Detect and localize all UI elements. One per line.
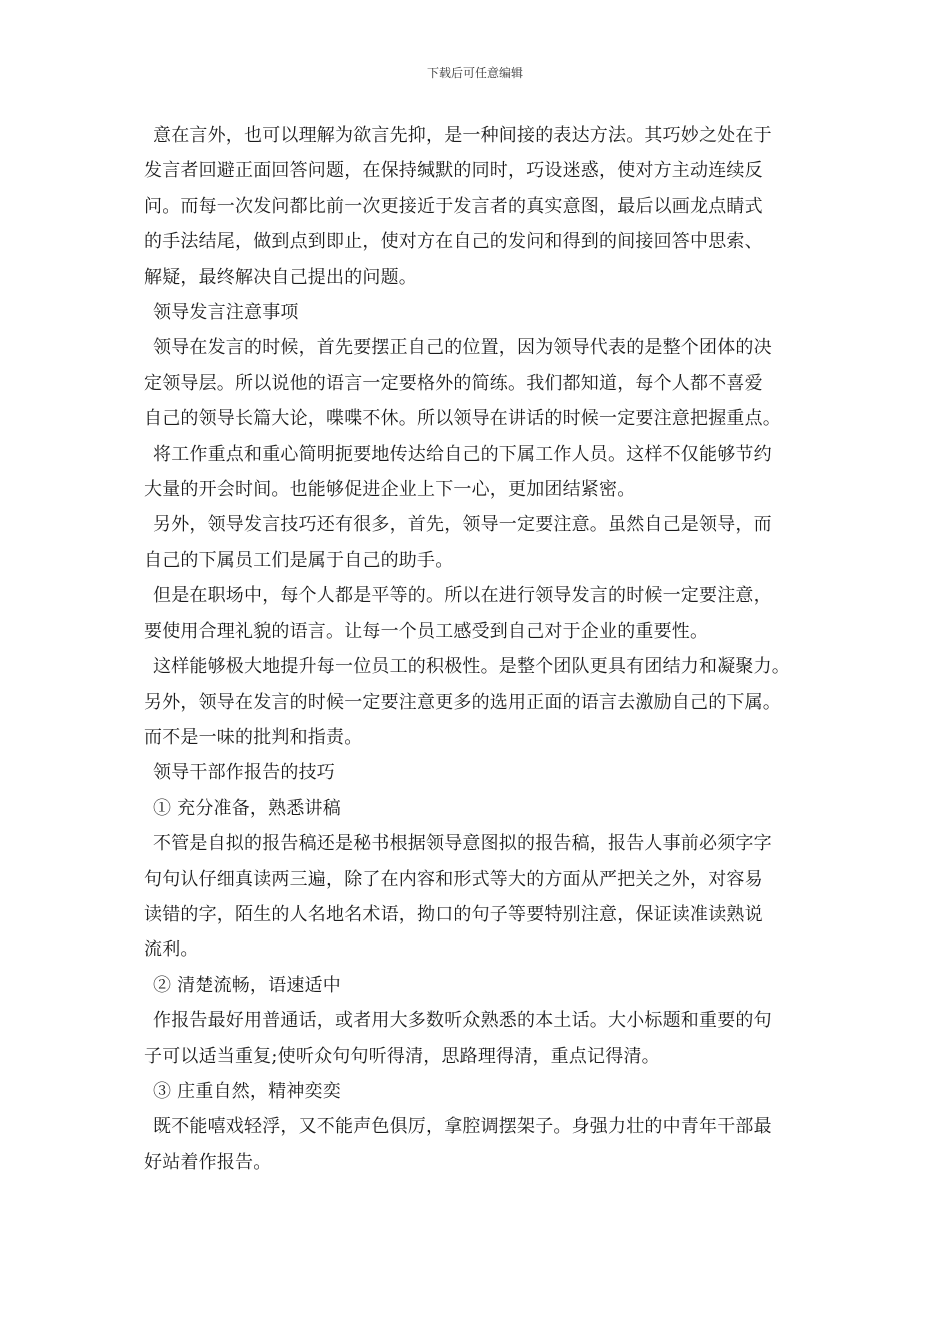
- text-line: 领导在发言的时候，首先要摆正自己的位置，因为领导代表的是整个团体的决: [153, 337, 772, 359]
- text-line: 既不能嘻戏轻浮，又不能声色俱厉，拿腔调摆架子。身强力壮的中青年干部最: [153, 1116, 772, 1138]
- paragraph: [144, 826, 810, 968]
- text-line: ② 清楚流畅，语速适中: [153, 974, 341, 996]
- paragraph: [144, 755, 810, 790]
- text-line: 要使用合理礼貌的语言。让每一个员工感受到自己对于企业的重要性。: [144, 620, 709, 642]
- paragraph: [144, 295, 810, 330]
- paragraph: [144, 118, 810, 295]
- text-line: 领导干部作报告的技巧: [153, 762, 335, 784]
- text-line: 另外，领导发言技巧还有很多，首先，领导一定要注意。虽然自己是领导，而: [153, 514, 772, 536]
- text-line: 另外，领导在发言的时候一定要注意更多的选用正面的语言去激励自己的下属。: [144, 691, 781, 713]
- paragraph: [144, 507, 810, 578]
- text-line: ③ 庄重自然，精神奕奕: [153, 1080, 341, 1102]
- paragraph: [144, 1109, 810, 1180]
- text-line: 问。而每一次发问都比前一次更接近于发言者的真实意图，最后以画龙点睛式: [144, 195, 763, 217]
- text-line: 将工作重点和重心简明扼要地传达给自己的下属工作人员。这样不仅能够节约: [153, 443, 772, 465]
- text-line: 好站着作报告。: [144, 1151, 272, 1173]
- text-line: 流利。: [144, 939, 199, 961]
- text-line: 读错的字，陌生的人名地名术语，拗口的句子等要特别注意，保证读准读熟说: [144, 903, 763, 925]
- paragraph: [144, 437, 810, 508]
- page-header: 下载后可任意编辑: [426, 66, 523, 80]
- text-line: 大量的开会时间。也能够促进企业上下一心，更加团结紧密。: [144, 479, 636, 501]
- text-line: ① 充分准备，熟悉讲稿: [153, 797, 341, 819]
- paragraph: [144, 330, 810, 436]
- text-line: 不管是自拟的报告稿还是秘书根据领导意图拟的报告稿，报告人事前必须字字: [153, 833, 772, 855]
- paragraph: [144, 578, 810, 649]
- text-line: 自己的领导长篇大论，喋喋不休。所以领导在讲话的时候一定要注意把握重点。: [144, 408, 781, 430]
- text-line: 领导发言注意事项: [153, 302, 299, 324]
- text-line: 自己的下属员工们是属于自己的助手。: [144, 549, 454, 571]
- text-line: 的手法结尾，做到点到即止，使对方在自己的发问和得到的间接回答中思索、: [144, 231, 763, 253]
- text-line: 而不是一味的批判和指责。: [144, 726, 363, 748]
- document-body: [144, 118, 810, 1180]
- paragraph: [144, 968, 810, 1003]
- text-line: 定领导层。所以说他的语言一定要格外的简练。我们都知道，每个人都不喜爱: [144, 372, 763, 394]
- text-line: 这样能够极大地提升每一位员工的积极性。是整个团队更具有团结力和凝聚力。: [153, 656, 790, 678]
- text-line: 子可以适当重复;使听众句句听得清，思路理得清，重点记得清。: [144, 1045, 660, 1067]
- paragraph: [144, 1003, 810, 1074]
- text-line: 意在言外，也可以理解为欲言先抑，是一种间接的表达方法。其巧妙之处在于: [153, 125, 772, 146]
- text-line: 句句认仔细真读两三遍，除了在内容和形式等大的方面从严把关之外，对容易: [144, 868, 763, 890]
- paragraph: [144, 791, 810, 826]
- text-line: 发言者回避正面回答问题，在保持缄默的同时，巧设迷惑，使对方主动连续反: [144, 160, 763, 182]
- paragraph: [144, 1074, 810, 1109]
- paragraph: [144, 649, 810, 755]
- text-line: 但是在职场中，每个人都是平等的。所以在进行领导发言的时候一定要注意，: [153, 585, 772, 607]
- text-line: 作报告最好用普通话，或者用大多数听众熟悉的本土话。大小标题和重要的句: [153, 1010, 772, 1032]
- text-line: 解疑，最终解决自己提出的问题。: [144, 266, 417, 288]
